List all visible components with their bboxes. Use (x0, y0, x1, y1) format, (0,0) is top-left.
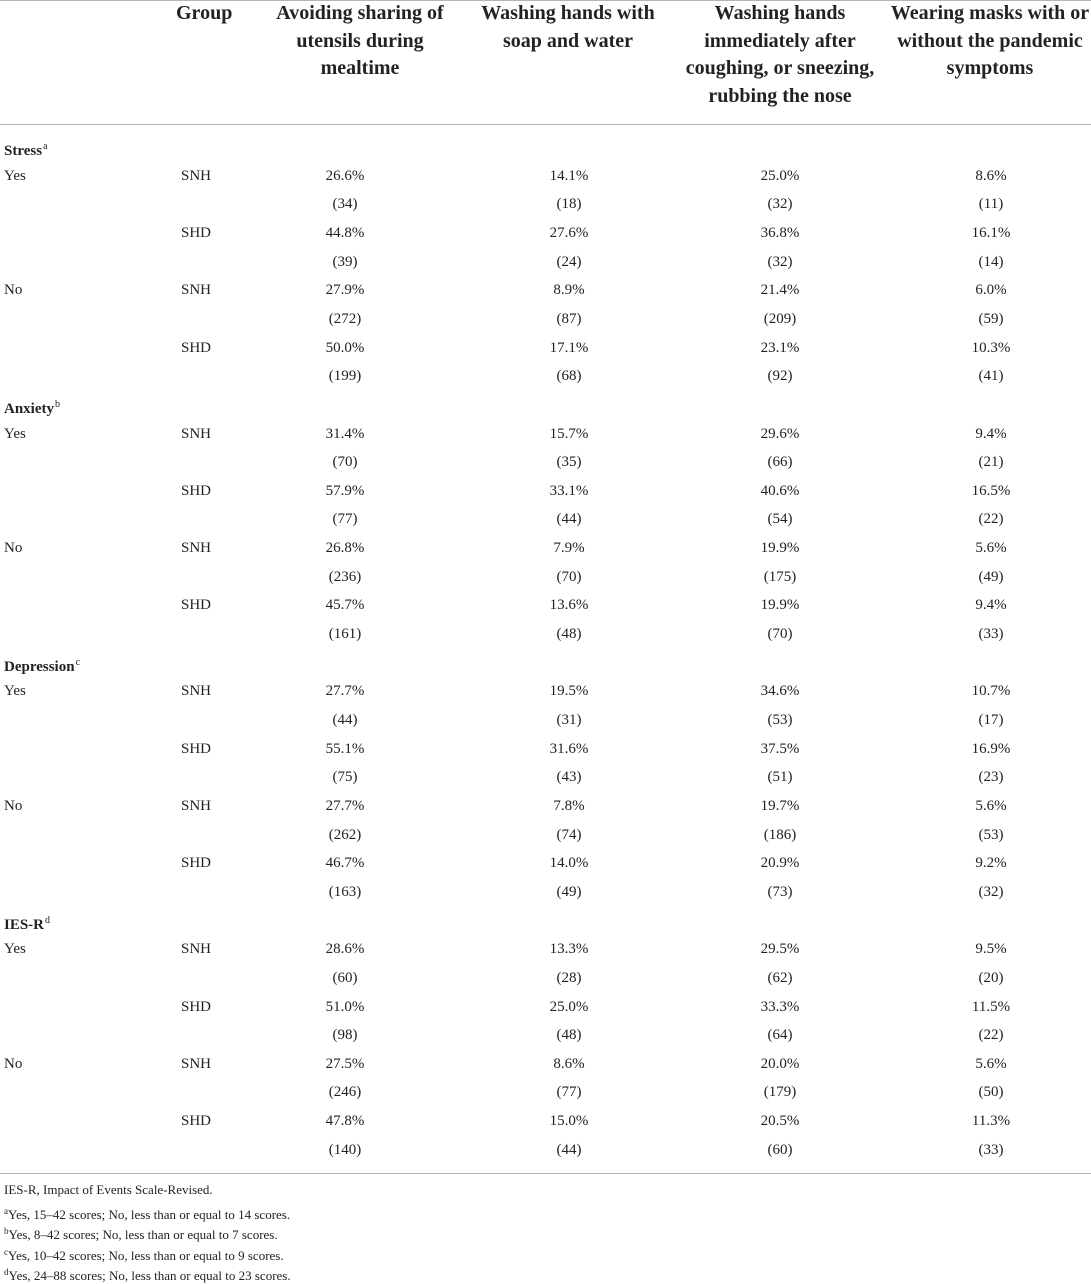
group-label: SHD (181, 998, 212, 1015)
count-cell: (53) (767, 712, 793, 728)
count-cell: (35) (556, 454, 582, 471)
header-bottom-rule (0, 124, 1091, 125)
footnote (4, 1182, 213, 1198)
percent-cell: 29.6% (760, 425, 800, 442)
group-label: SHD (181, 855, 212, 872)
footnote-marker: a (4, 1205, 8, 1216)
percent-cell: 25.0% (760, 167, 800, 184)
group-label: SNH (181, 282, 212, 299)
percent-cell: 50.0% (325, 339, 365, 356)
count-cell: (33) (978, 626, 1004, 643)
count-cell: (33) (978, 1141, 1004, 1158)
percent-cell: 19.5% (549, 683, 589, 700)
percent-cell: 23.1% (760, 339, 800, 356)
count-cell: (41) (978, 368, 1004, 385)
answer-label: Yes (4, 941, 26, 958)
count-cell: (64) (767, 1027, 793, 1044)
count-cell: (54) (767, 511, 793, 528)
percent-cell: 21.4% (760, 282, 800, 299)
percent-cell: 9.5% (975, 941, 1007, 958)
group-label: SNH (181, 540, 212, 557)
footnote-text: Yes, 8–42 scores; No, less than or equal to 7 scores. (8, 1227, 278, 1242)
count-cell: (161) (328, 626, 362, 643)
section-label: Anxiety (4, 400, 54, 417)
footnote-text: Yes, 24–88 scores; No, less than or equal to 23 scores. (8, 1268, 291, 1283)
group-label: SHD (181, 740, 212, 757)
footnote (4, 1223, 278, 1243)
percent-cell: 25.0% (549, 998, 589, 1015)
percent-cell: 11.3% (971, 1113, 1011, 1130)
answer-label: No (4, 282, 23, 299)
count-cell: (262) (328, 826, 362, 843)
percent-cell: 16.9% (971, 740, 1011, 757)
percent-cell: 29.5% (760, 941, 800, 958)
count-cell: (70) (332, 454, 358, 471)
count-cell: (163) (328, 883, 362, 900)
percent-cell: 33.1% (549, 482, 589, 499)
group-label: SHD (181, 597, 212, 614)
percent-cell: 33.3% (760, 998, 800, 1015)
count-cell: (60) (767, 1141, 793, 1158)
percent-cell: 34.6% (760, 683, 800, 700)
count-cell: (272) (328, 310, 362, 327)
percent-cell: 8.6% (975, 167, 1007, 184)
section-header (4, 654, 80, 676)
count-cell: (28) (556, 969, 582, 986)
percent-cell: 9.4% (975, 425, 1007, 442)
count-cell: (77) (332, 511, 358, 528)
count-cell: (31) (556, 712, 582, 728)
header-col-after-cough: Washing hands immediately after coughing, or sneezing, rubbing the nose (685, 2, 875, 107)
header-col-masks: Wearing masks with or without the pandemic symptoms (890, 2, 1090, 79)
footnote-marker: d (4, 1267, 9, 1277)
footnote-marker: b (4, 1226, 9, 1236)
group-label: SHD (181, 339, 212, 356)
count-cell: (60) (332, 969, 358, 986)
answer-label: Yes (4, 167, 26, 184)
percent-cell: 31.6% (549, 740, 589, 757)
count-cell: (98) (332, 1027, 358, 1044)
group-label: SNH (181, 797, 212, 814)
count-cell: (236) (328, 568, 362, 585)
percent-cell: 27.7% (325, 683, 365, 700)
percent-cell: 37.5% (760, 740, 800, 757)
percent-cell: 9.4% (975, 597, 1007, 614)
percent-cell: 16.5% (971, 482, 1011, 499)
count-cell: (49) (978, 568, 1004, 585)
header-group: Group (176, 2, 233, 24)
group-label: SNH (181, 683, 212, 700)
header-col-utensils: Avoiding sharing of utensils during mealtime (276, 2, 444, 79)
answer-label: No (4, 540, 23, 557)
count-cell: (14) (978, 253, 1004, 270)
group-label: SNH (181, 425, 212, 442)
count-cell: (186) (763, 826, 797, 843)
count-cell: (62) (767, 969, 793, 986)
count-cell: (21) (978, 454, 1004, 471)
percent-cell: 14.1% (549, 167, 589, 184)
answer-label: No (4, 797, 23, 814)
percent-cell: 10.3% (971, 339, 1011, 356)
count-cell: (66) (767, 454, 793, 471)
count-cell: (18) (556, 196, 582, 213)
footnote-marker: c (4, 1246, 8, 1257)
group-label: SHD (181, 482, 212, 499)
percent-cell: 44.8% (325, 224, 365, 241)
count-cell: (32) (767, 253, 793, 270)
section-header (4, 912, 50, 934)
count-cell: (179) (763, 1084, 797, 1101)
count-cell: (23) (978, 769, 1004, 786)
count-cell: (48) (556, 626, 582, 643)
count-cell: (175) (763, 568, 797, 585)
section-label: IES-R (4, 916, 45, 933)
footnote-marker: b (55, 398, 60, 410)
header-col-soap: Washing hands with soap and water (481, 2, 655, 52)
percent-cell: 20.0% (760, 1055, 800, 1072)
percent-cell: 27.5% (325, 1055, 365, 1072)
count-cell: (209) (763, 310, 797, 327)
percent-cell: 9.2% (975, 855, 1007, 872)
footnote-text: IES-R, Impact of Events Scale-Revised. (4, 1182, 213, 1197)
count-cell: (11) (978, 196, 1004, 213)
percent-cell: 27.6% (549, 224, 589, 241)
percent-cell: 46.7% (325, 855, 365, 872)
count-cell: (39) (332, 253, 358, 270)
count-cell: (68) (556, 368, 582, 385)
percent-cell: 15.7% (549, 425, 589, 442)
answer-label: No (4, 1055, 23, 1072)
percent-cell: 47.8% (325, 1113, 365, 1130)
percent-cell: 28.6% (325, 941, 365, 958)
count-cell: (20) (978, 969, 1004, 986)
percent-cell: 13.3% (549, 941, 589, 958)
percent-cell: 19.9% (760, 597, 800, 614)
percent-cell: 20.5% (760, 1113, 800, 1130)
footnote-marker: c (75, 656, 81, 668)
percent-cell: 8.9% (553, 282, 585, 299)
percent-cell: 15.0% (549, 1113, 589, 1130)
percent-cell: 26.6% (325, 167, 365, 184)
count-cell: (246) (328, 1084, 362, 1101)
percent-cell: 8.6% (553, 1055, 585, 1072)
footnote-marker: d (45, 914, 51, 926)
count-cell: (70) (767, 626, 793, 643)
count-cell: (32) (978, 883, 1004, 900)
percent-cell: 26.8% (325, 540, 365, 557)
count-cell: (22) (978, 1027, 1004, 1044)
footnote (4, 1203, 290, 1223)
percent-cell: 14.0% (549, 855, 589, 872)
percent-cell: 5.6% (975, 797, 1007, 814)
percent-cell: 51.0% (325, 998, 365, 1015)
percent-cell: 20.9% (760, 855, 800, 872)
percent-cell: 16.1% (971, 224, 1011, 241)
count-cell: (199) (328, 368, 362, 385)
percent-cell: 27.9% (325, 282, 365, 299)
group-label: SHD (181, 224, 212, 241)
count-cell: (87) (556, 310, 582, 327)
percent-cell: 19.9% (760, 540, 800, 557)
answer-label: Yes (4, 425, 26, 442)
count-cell: (44) (332, 712, 358, 728)
count-cell: (53) (978, 826, 1004, 843)
count-cell: (24) (556, 253, 582, 270)
answer-label: Yes (4, 683, 26, 700)
count-cell: (44) (556, 1141, 582, 1158)
count-cell: (74) (556, 826, 582, 843)
section-header (4, 396, 60, 418)
footnote (4, 1264, 291, 1284)
count-cell: (43) (556, 769, 582, 786)
group-label: SNH (181, 1055, 212, 1072)
count-cell: (92) (767, 368, 793, 385)
footnote (4, 1244, 284, 1264)
count-cell: (70) (556, 568, 582, 585)
count-cell: (17) (978, 712, 1004, 728)
count-cell: (51) (767, 769, 793, 786)
table-bottom-rule (0, 1173, 1091, 1174)
count-cell: (75) (332, 769, 358, 786)
percent-cell: 17.1% (549, 339, 589, 356)
footnote-text: Yes, 15–42 scores; No, less than or equal to 14 scores. (8, 1206, 291, 1222)
group-label: SHD (181, 1113, 212, 1130)
percent-cell: 45.7% (325, 597, 365, 614)
footnote-text: Yes, 10–42 scores; No, less than or equal to 9 scores. (8, 1247, 284, 1263)
percent-cell: 5.6% (975, 1055, 1007, 1072)
group-label: SNH (181, 941, 212, 958)
percent-cell: 5.6% (975, 540, 1007, 557)
count-cell: (59) (978, 310, 1004, 327)
percent-cell: 57.9% (325, 482, 365, 499)
section-label: Depression (4, 658, 75, 675)
percent-cell: 19.7% (760, 797, 800, 814)
percent-cell: 27.7% (325, 797, 365, 814)
percent-cell: 36.8% (760, 224, 800, 241)
percent-cell: 31.4% (325, 425, 365, 442)
count-cell: (73) (767, 883, 793, 900)
count-cell: (44) (556, 511, 582, 528)
percent-cell: 13.6% (549, 597, 589, 614)
count-cell: (22) (978, 511, 1004, 528)
percent-cell: 6.0% (975, 282, 1007, 299)
percent-cell: 11.5% (971, 998, 1011, 1015)
percent-cell: 10.7% (971, 683, 1011, 700)
section-header (4, 138, 48, 160)
percent-cell: 40.6% (760, 482, 800, 499)
group-label: SNH (181, 167, 212, 184)
count-cell: (140) (328, 1141, 362, 1158)
percent-cell: 7.8% (553, 797, 585, 814)
count-cell: (49) (556, 883, 582, 900)
count-cell: (32) (767, 196, 793, 213)
percent-cell: 7.9% (553, 540, 585, 557)
count-cell: (50) (978, 1084, 1004, 1101)
percent-cell: 55.1% (325, 740, 365, 757)
count-cell: (77) (556, 1084, 582, 1101)
footnote-marker: a (43, 141, 48, 152)
count-cell: (34) (332, 196, 358, 213)
section-label: Stress (4, 143, 43, 159)
count-cell: (48) (556, 1027, 582, 1044)
